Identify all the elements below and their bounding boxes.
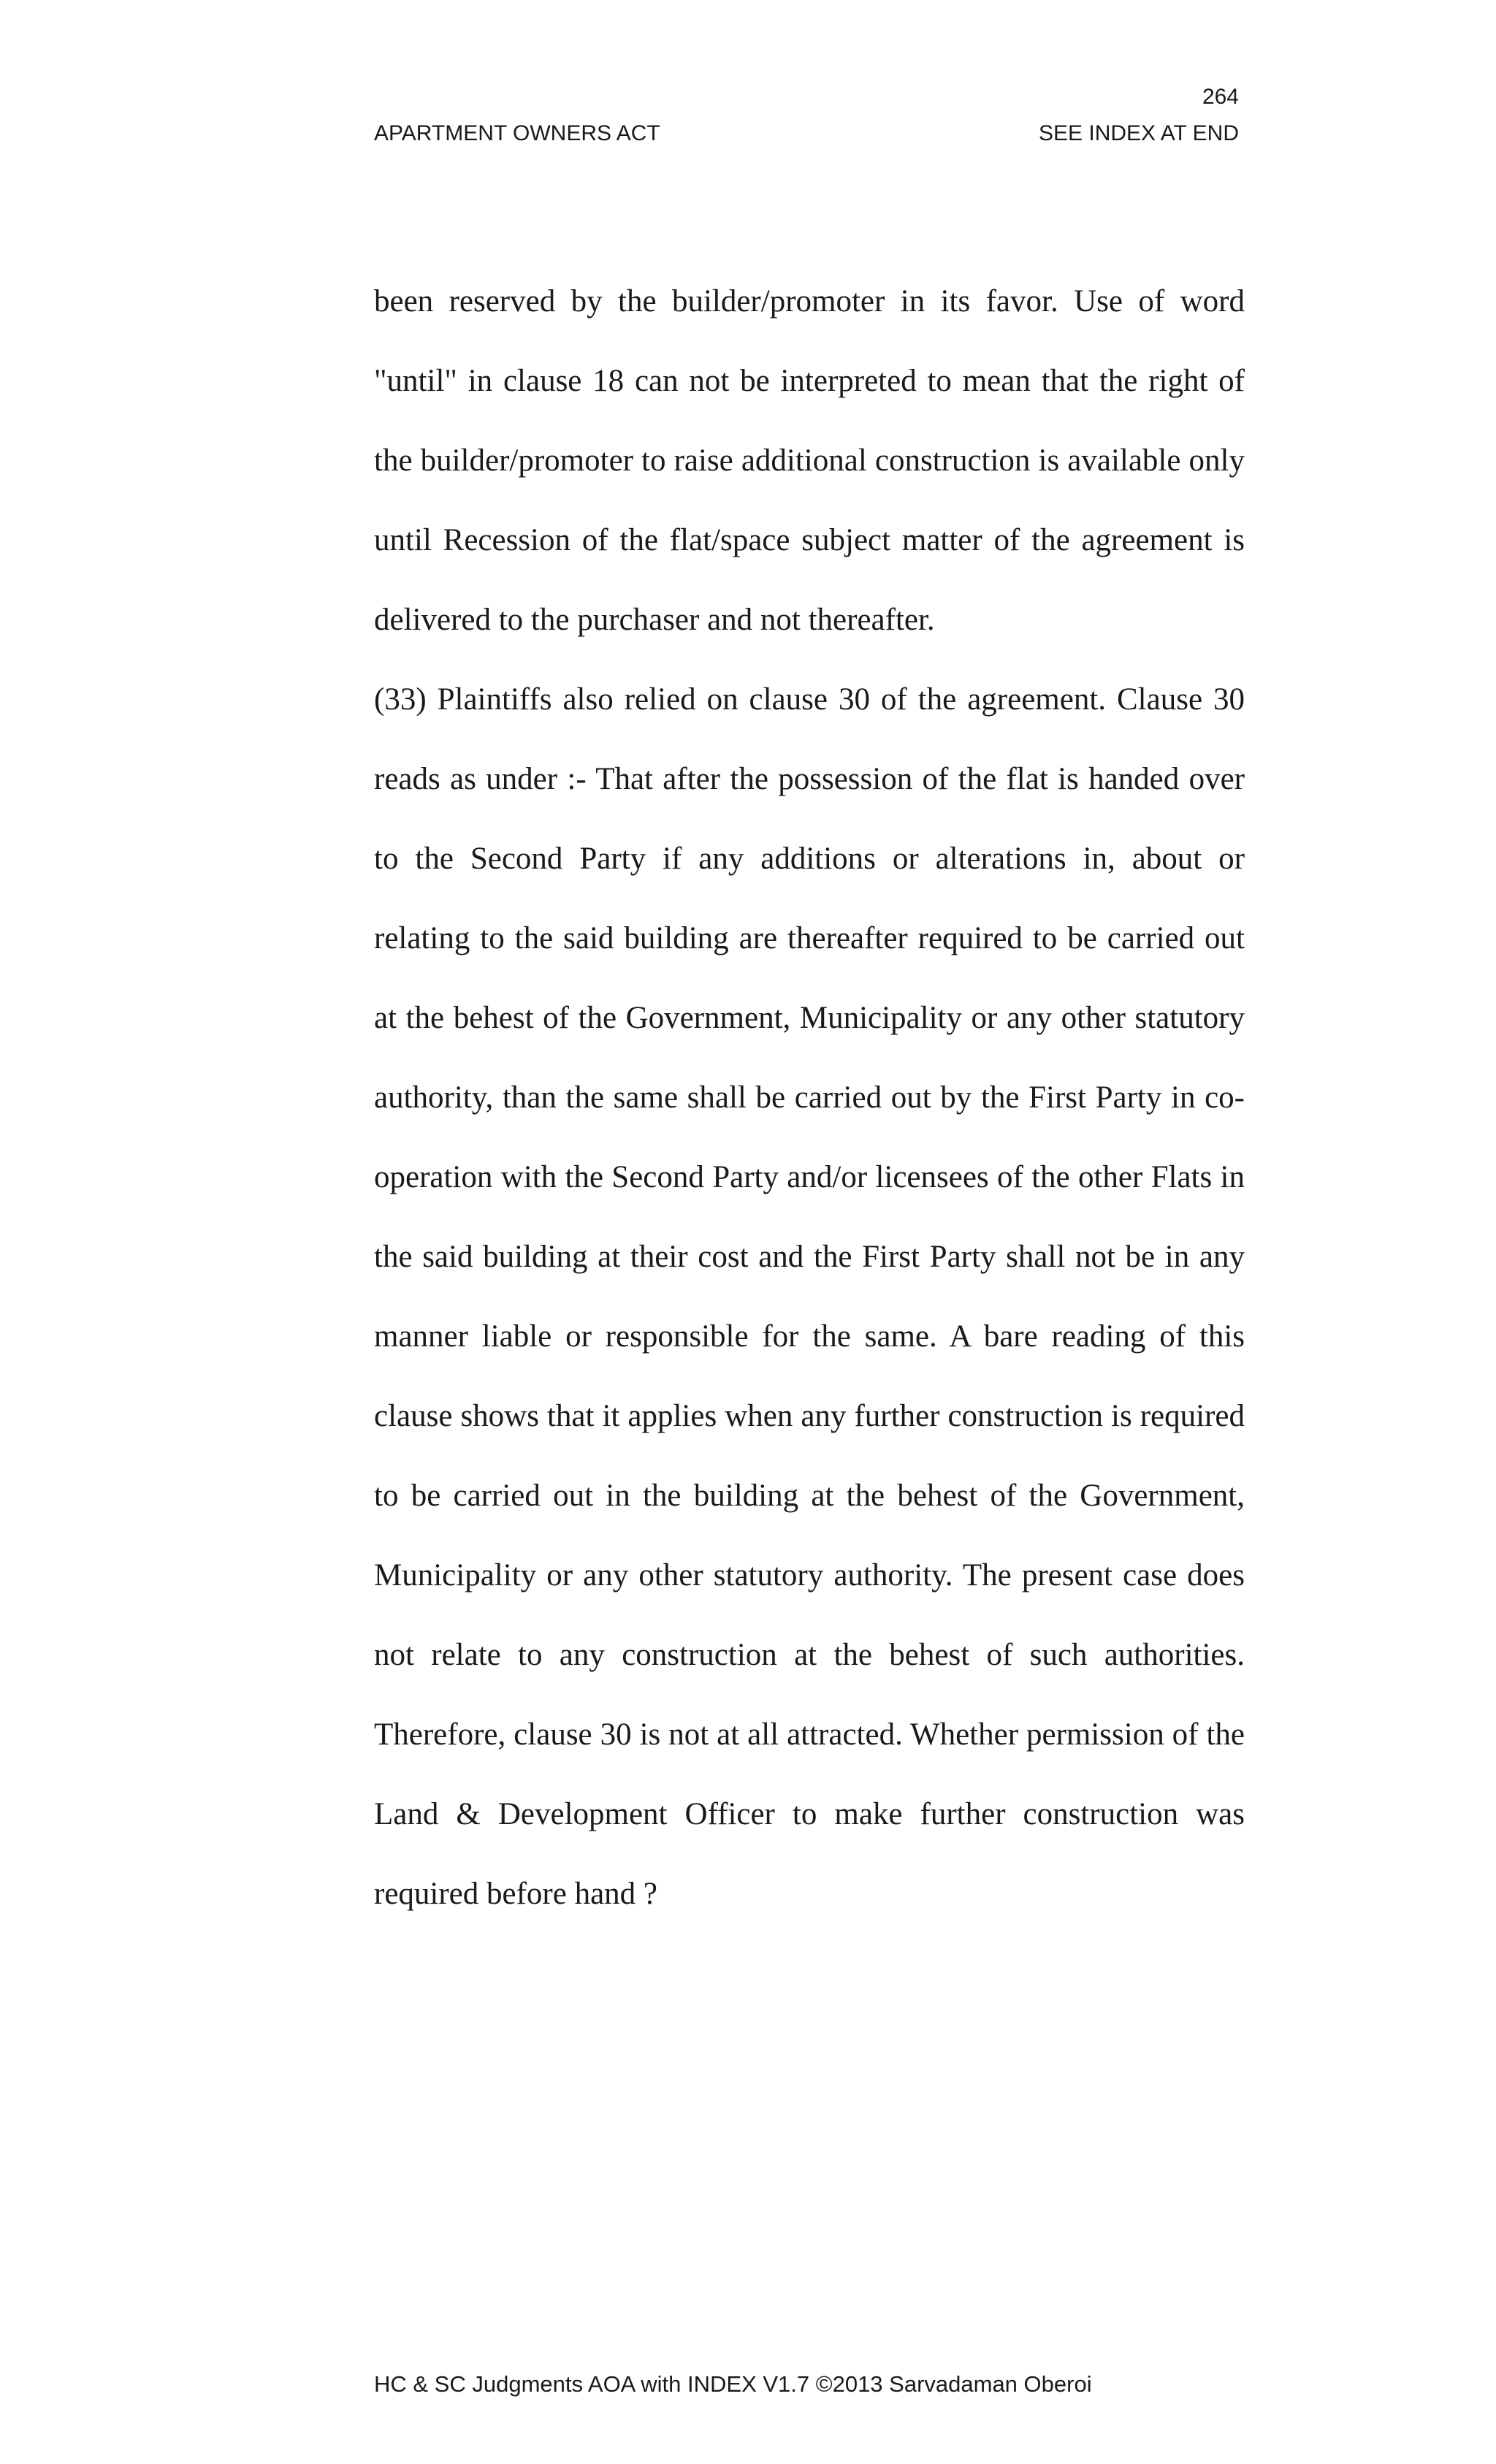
header-left-title: APARTMENT OWNERS ACT (374, 121, 660, 145)
paragraph-continuation: been reserved by the builder/promoter in its favor. Use of word "until" in clause 18 can not be interpreted to mean that the right of the builder/promoter to raise additional construction is available only until Recession of the flat/space subject matter of the agreement is delivered to the purchaser and not thereafter. (374, 284, 1245, 637)
running-header (374, 123, 1239, 145)
paragraph-33: (33) Plaintiffs also relied on clause 30 of the agreement. Clause 30 reads as under :- That after the possession of the flat is handed over to the Second Party if any additions or alterations in, about or relating to the said building are thereafter required to be carried out at the behest of the Government, Municipality or any other statutory authority, than the same shall be carried out by the First Party in co-operation with the Second Party and/or licensees of the other Flats in the said building at their cost and the First Party shall not be in any manner liable or responsible for the same. A bare reading of this clause shows that it applies when any further construction is required to be carried out in the building at the behest of the Government, Municipality or any other statutory authority. The present case does not relate to any construction at the behest of such authorities. Therefore, clause 30 is not at all attracted. Whether permission of the Land & Development Officer to make further construction was required before hand ? (374, 682, 1245, 1911)
page-number: 264 (1202, 85, 1239, 109)
header-right-note: SEE INDEX AT END (1039, 121, 1239, 145)
document-body (374, 262, 1245, 1934)
page-footer: HC & SC Judgments AOA with INDEX V1.7 ©2013 Sarvadaman Oberoi (374, 2371, 1092, 2397)
